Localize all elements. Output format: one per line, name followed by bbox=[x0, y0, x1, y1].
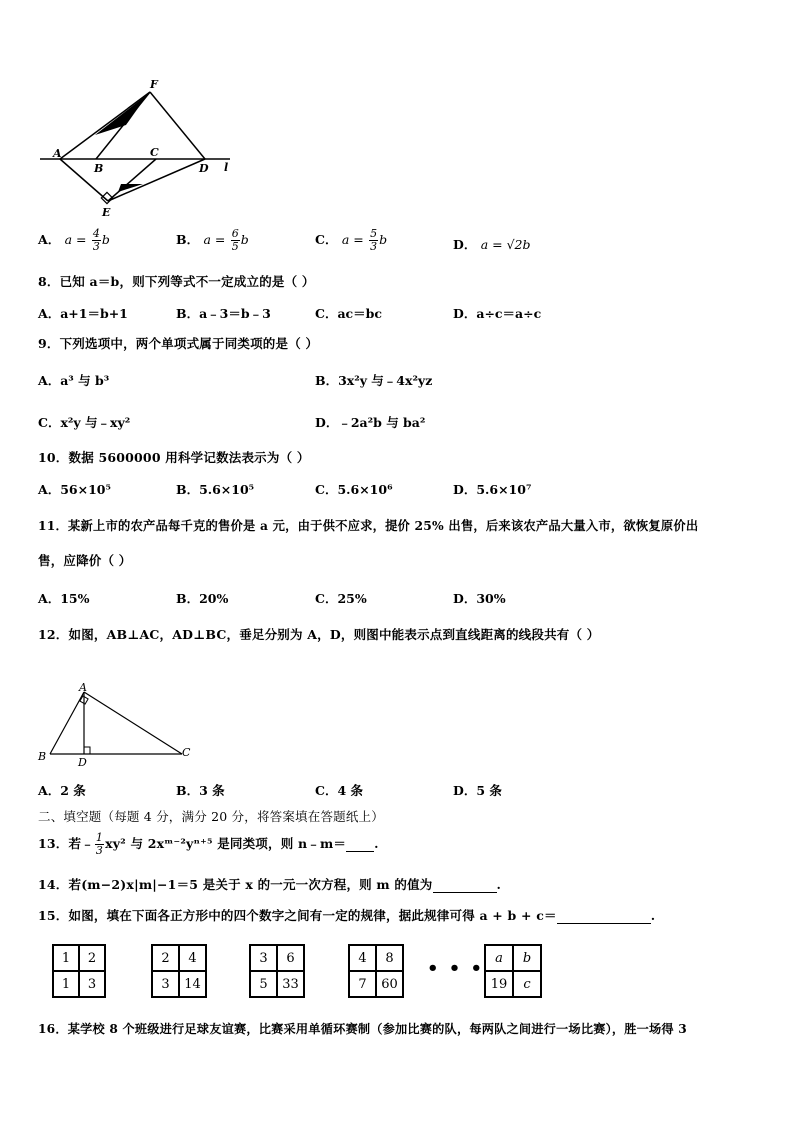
q11-option-a: A．15% bbox=[38, 591, 90, 606]
q7-c-num: 5 bbox=[370, 227, 378, 240]
square-last-cell: 19 bbox=[485, 971, 513, 997]
q13-line bbox=[38, 832, 379, 857]
q10-option-c: C．5.6×10⁶ bbox=[315, 482, 393, 497]
q8-stem: 8．已知 a＝b，则下列等式不一定成立的是（ ） bbox=[38, 274, 315, 289]
q16-stem: 16．某学校 8 个班级进行足球友谊赛，比赛采用单循环赛制（参加比赛的队，每两队之间进行一场比赛），胜一场得 3 bbox=[38, 1022, 687, 1036]
label-D: D bbox=[78, 756, 87, 769]
q7-a-fraction bbox=[92, 228, 101, 253]
q8-option-a: A．a+1＝b+1 bbox=[38, 306, 128, 321]
square-3-cell: 33 bbox=[277, 971, 304, 997]
q9-option-a: A．a³ 与 b³ bbox=[38, 373, 110, 388]
label-F: F bbox=[150, 80, 158, 91]
q13-suffix: . bbox=[374, 836, 379, 851]
q13-expr: xy² 与 2xᵐ⁻²yⁿ⁺⁵ 是同类项，则 n﹣m＝ bbox=[105, 836, 347, 851]
figure-q7 bbox=[38, 80, 238, 220]
square-1-cell: 3 bbox=[79, 971, 105, 997]
q7-b-prefix: B． bbox=[176, 232, 200, 247]
label-C: C bbox=[182, 746, 191, 759]
q8-option-c: C．ac＝bc bbox=[315, 306, 383, 321]
label-B: B bbox=[94, 162, 104, 175]
q10-option-b: B．5.6×10⁵ bbox=[176, 482, 255, 497]
q7-b-var: b bbox=[240, 232, 249, 247]
q7-a-den: 3 bbox=[92, 240, 100, 253]
q13-prefix: 13．若﹣ bbox=[38, 836, 94, 851]
q11-stem-line1: 11．某新上市的农产品每千克的售价是 a 元，由于供不应求，提价 25% 出售，后来该农产品大量入市，欲恢复原价出 bbox=[38, 518, 699, 533]
q13-den: 3 bbox=[95, 844, 104, 857]
q7-d-text: a = √2b bbox=[480, 237, 531, 252]
q10-stem: 10．数据 5600000 用科学记数法表示为（ ） bbox=[38, 450, 310, 465]
label-B: B bbox=[38, 750, 47, 763]
q13-num: 1 bbox=[95, 831, 104, 844]
segment-CE bbox=[108, 159, 156, 201]
q7-a-lhs: a = bbox=[64, 232, 87, 247]
q7-option-d bbox=[453, 235, 531, 253]
q8-option-d: D．a÷c＝a÷c bbox=[453, 306, 542, 321]
q7-c-den: 3 bbox=[370, 240, 378, 253]
q12-option-d: D．5 条 bbox=[453, 783, 502, 798]
square-2-cell: 4 bbox=[179, 945, 206, 971]
q12-option-c: C．4 条 bbox=[315, 783, 363, 798]
q11-option-b: B．20% bbox=[176, 591, 229, 606]
square-4-cell: 7 bbox=[349, 971, 376, 997]
right-angle-mark-D bbox=[84, 747, 90, 754]
square-1-cell: 1 bbox=[53, 971, 79, 997]
q9-option-b: B．3x²y 与﹣4x²yz bbox=[315, 373, 433, 388]
q15-suffix: . bbox=[650, 908, 656, 923]
segment-AB bbox=[50, 692, 84, 754]
label-D: D bbox=[199, 162, 209, 175]
q8-option-b: B．a﹣3＝b﹣3 bbox=[176, 306, 271, 321]
q11-option-d: D．30% bbox=[453, 591, 506, 606]
q12-stem: 12．如图，AB⊥AC，AD⊥BC，垂足分别为 A，D，则图中能表示点到直线距离的线段共有（ ） bbox=[38, 627, 600, 642]
q7-d-prefix: D． bbox=[453, 237, 477, 252]
q10-option-d: D．5.6×10⁷ bbox=[453, 482, 532, 497]
figure-q12 bbox=[36, 680, 196, 772]
q11-option-c: C．25% bbox=[315, 591, 367, 606]
q11-stem-line2: 售，应降价（ ） bbox=[38, 553, 132, 568]
q9-option-d: D．﹣2a²b 与 ba² bbox=[315, 415, 426, 430]
q7-b-lhs: a = bbox=[203, 232, 226, 247]
q7-c-fraction bbox=[369, 228, 378, 253]
q7-option-b bbox=[176, 228, 249, 253]
q7-a-prefix: A． bbox=[38, 232, 61, 247]
section2-title: 二、填空题（每题 4 分，满分 20 分，将答案填在答题纸上） bbox=[38, 809, 384, 824]
q13-fraction bbox=[95, 832, 104, 857]
pattern-square-3 bbox=[249, 944, 305, 998]
q14-answer-blank[interactable] bbox=[433, 877, 497, 893]
q15-answer-blank[interactable] bbox=[557, 908, 651, 924]
segment-AC bbox=[84, 692, 182, 754]
q7-c-prefix: C． bbox=[315, 232, 338, 247]
q15-line bbox=[38, 906, 655, 924]
q14-suffix: . bbox=[496, 877, 502, 892]
q9-stem: 9．下列选项中，两个单项式属于同类项的是（ ） bbox=[38, 336, 319, 351]
square-4-cell: 4 bbox=[349, 945, 376, 971]
square-2-cell: 2 bbox=[152, 945, 179, 971]
pattern-square-4 bbox=[348, 944, 404, 998]
q7-b-num: 6 bbox=[231, 227, 239, 240]
q13-answer-blank[interactable] bbox=[346, 836, 374, 852]
square-last-cell: b bbox=[513, 945, 541, 971]
square-last-cell: c bbox=[513, 971, 541, 997]
label-A: A bbox=[79, 681, 87, 694]
square-3-cell: 5 bbox=[250, 971, 277, 997]
q14-line bbox=[38, 875, 501, 893]
q12-option-b: B．3 条 bbox=[176, 783, 225, 798]
label-E: E bbox=[102, 206, 111, 219]
square-1-cell: 2 bbox=[79, 945, 105, 971]
square-4-cell: 8 bbox=[376, 945, 403, 971]
q15-text: 15．如图，填在下面各正方形中的四个数字之间有一定的规律，据此规律可得 a + b + c＝ bbox=[38, 908, 557, 923]
q7-option-a bbox=[38, 228, 110, 253]
segment-ED bbox=[108, 159, 205, 201]
square-1-cell: 1 bbox=[53, 945, 79, 971]
q10-option-a: A．56×10⁵ bbox=[38, 482, 111, 497]
pattern-square-last bbox=[484, 944, 542, 998]
square-3-cell: 3 bbox=[250, 945, 277, 971]
label-l: l bbox=[224, 161, 229, 174]
square-last-cell: a bbox=[485, 945, 513, 971]
q7-option-c bbox=[315, 228, 387, 253]
pattern-square-1 bbox=[52, 944, 106, 998]
q7-b-fraction bbox=[231, 228, 240, 253]
q7-c-var: b bbox=[379, 232, 388, 247]
q7-c-lhs: a = bbox=[341, 232, 364, 247]
q7-a-num: 4 bbox=[92, 227, 100, 240]
q14-text: 14．若(m−2)x|m|−1＝5 是关于 x 的一元一次方程，则 m 的值为 bbox=[38, 877, 433, 892]
square-2-cell: 3 bbox=[152, 971, 179, 997]
label-C: C bbox=[150, 146, 159, 159]
q12-option-a: A．2 条 bbox=[38, 783, 86, 798]
q9-option-c: C．x²y 与﹣xy² bbox=[38, 415, 131, 430]
pattern-square-2 bbox=[151, 944, 207, 998]
q7-b-den: 5 bbox=[231, 240, 239, 253]
ellipsis-dots: • • • bbox=[427, 958, 485, 979]
square-4-cell: 60 bbox=[376, 971, 403, 997]
square-2-cell: 14 bbox=[179, 971, 206, 997]
square-3-cell: 6 bbox=[277, 945, 304, 971]
label-A: A bbox=[53, 147, 62, 160]
q7-a-var: b bbox=[101, 232, 110, 247]
